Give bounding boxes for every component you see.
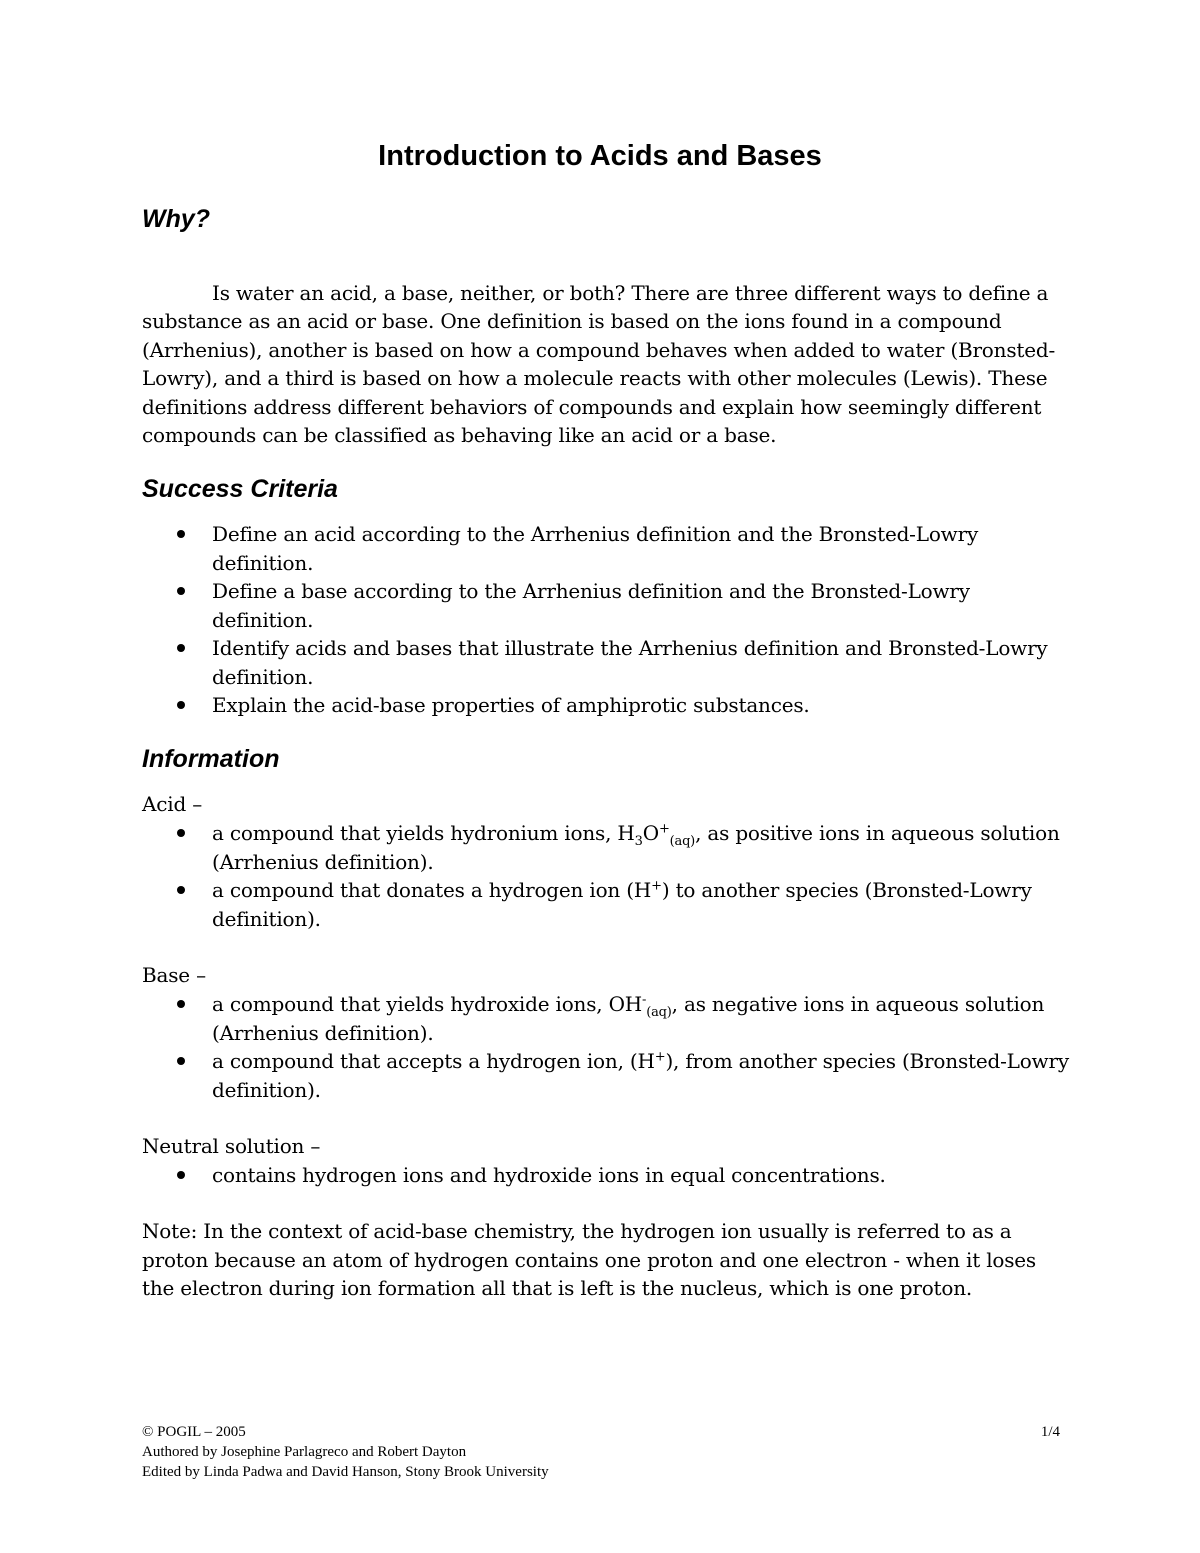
base-bronsted-item: a compound that accepts a hydrogen ion, (H+), from another species (Bronsted-Lowry definition).: [142, 1047, 1072, 1104]
success-criteria-item: Define an acid according to the Arrhenius definition and the Bronsted-Lowry definition.: [142, 520, 1072, 577]
information-heading: Information: [142, 745, 280, 773]
success-criteria-item: Define a base according to the Arrhenius definition and the Bronsted-Lowry definition.: [142, 577, 1072, 634]
note-paragraph: Note: In the context of acid-base chemistry, the hydrogen ion usually is referred to as a proton because an atom of hydrogen contains one proton and one electron - when it loses the electron during ion formation all that is left is the nucleus, which is one proton.: [142, 1219, 1036, 1300]
acid-arrhenius-item: a compound that yields hydronium ions, $H_3O^+_{(aq)}$, as positive ions in aqueous solution (Arrhenius definition).: [142, 819, 1072, 876]
neutral-label: Neutral solution –: [142, 1134, 321, 1158]
acid-definitions: [142, 819, 1072, 933]
edited-by: Edited by Linda Padwa and David Hanson, Stony Brook University: [142, 1464, 549, 1480]
base-definitions: [142, 990, 1072, 1104]
success-criteria-item: Identify acids and bases that illustrate the Arrhenius definition and Bronsted-Lowry definition.: [142, 634, 1072, 691]
neutral-item: contains hydrogen ions and hydroxide ions in equal concentrations.: [142, 1161, 1072, 1190]
authored-by: Authored by Josephine Parlagreco and Robert Dayton: [142, 1444, 467, 1460]
base-label: Base –: [142, 963, 206, 987]
neutral-definitions: [142, 1161, 1072, 1190]
why-heading: Why?: [142, 205, 211, 233]
page-number: 1/4: [1040, 1424, 1060, 1440]
footer: [142, 1422, 1060, 1482]
acid-label: Acid –: [142, 792, 203, 816]
success-criteria-item: Explain the acid-base properties of amphiprotic substances.: [142, 691, 1072, 720]
page-title: Introduction to Acids and Bases: [378, 140, 822, 172]
copyright: © POGIL – 2005: [142, 1424, 246, 1440]
why-paragraph: [142, 250, 1072, 478]
base-arrhenius-item: a compound that yields hydroxide ions, $OH^-_{(aq)}$, as negative ions in aqueous solution (Arrhenius definition).: [142, 990, 1072, 1047]
success-criteria-list: [142, 520, 1072, 720]
why-text: Is water an acid, a base, neither, or both? There are three different ways to define a substance as an acid or base. One definition is based on the ions found in a compound (Arrhenius), another is based on how a compound behaves when added to water (Bronsted-Lowry), and a third is based on how a molecule reacts with other molecules (Lewis). These definitions address different behaviors of compounds and explain how seemingly different compounds can be classified as behaving like an acid or a base.: [142, 280, 1056, 447]
acid-bronsted-item: a compound that donates a hydrogen ion (H+) to another species (Bronsted-Lowry definition).: [142, 876, 1072, 933]
success-criteria-heading: Success Criteria: [142, 475, 338, 503]
